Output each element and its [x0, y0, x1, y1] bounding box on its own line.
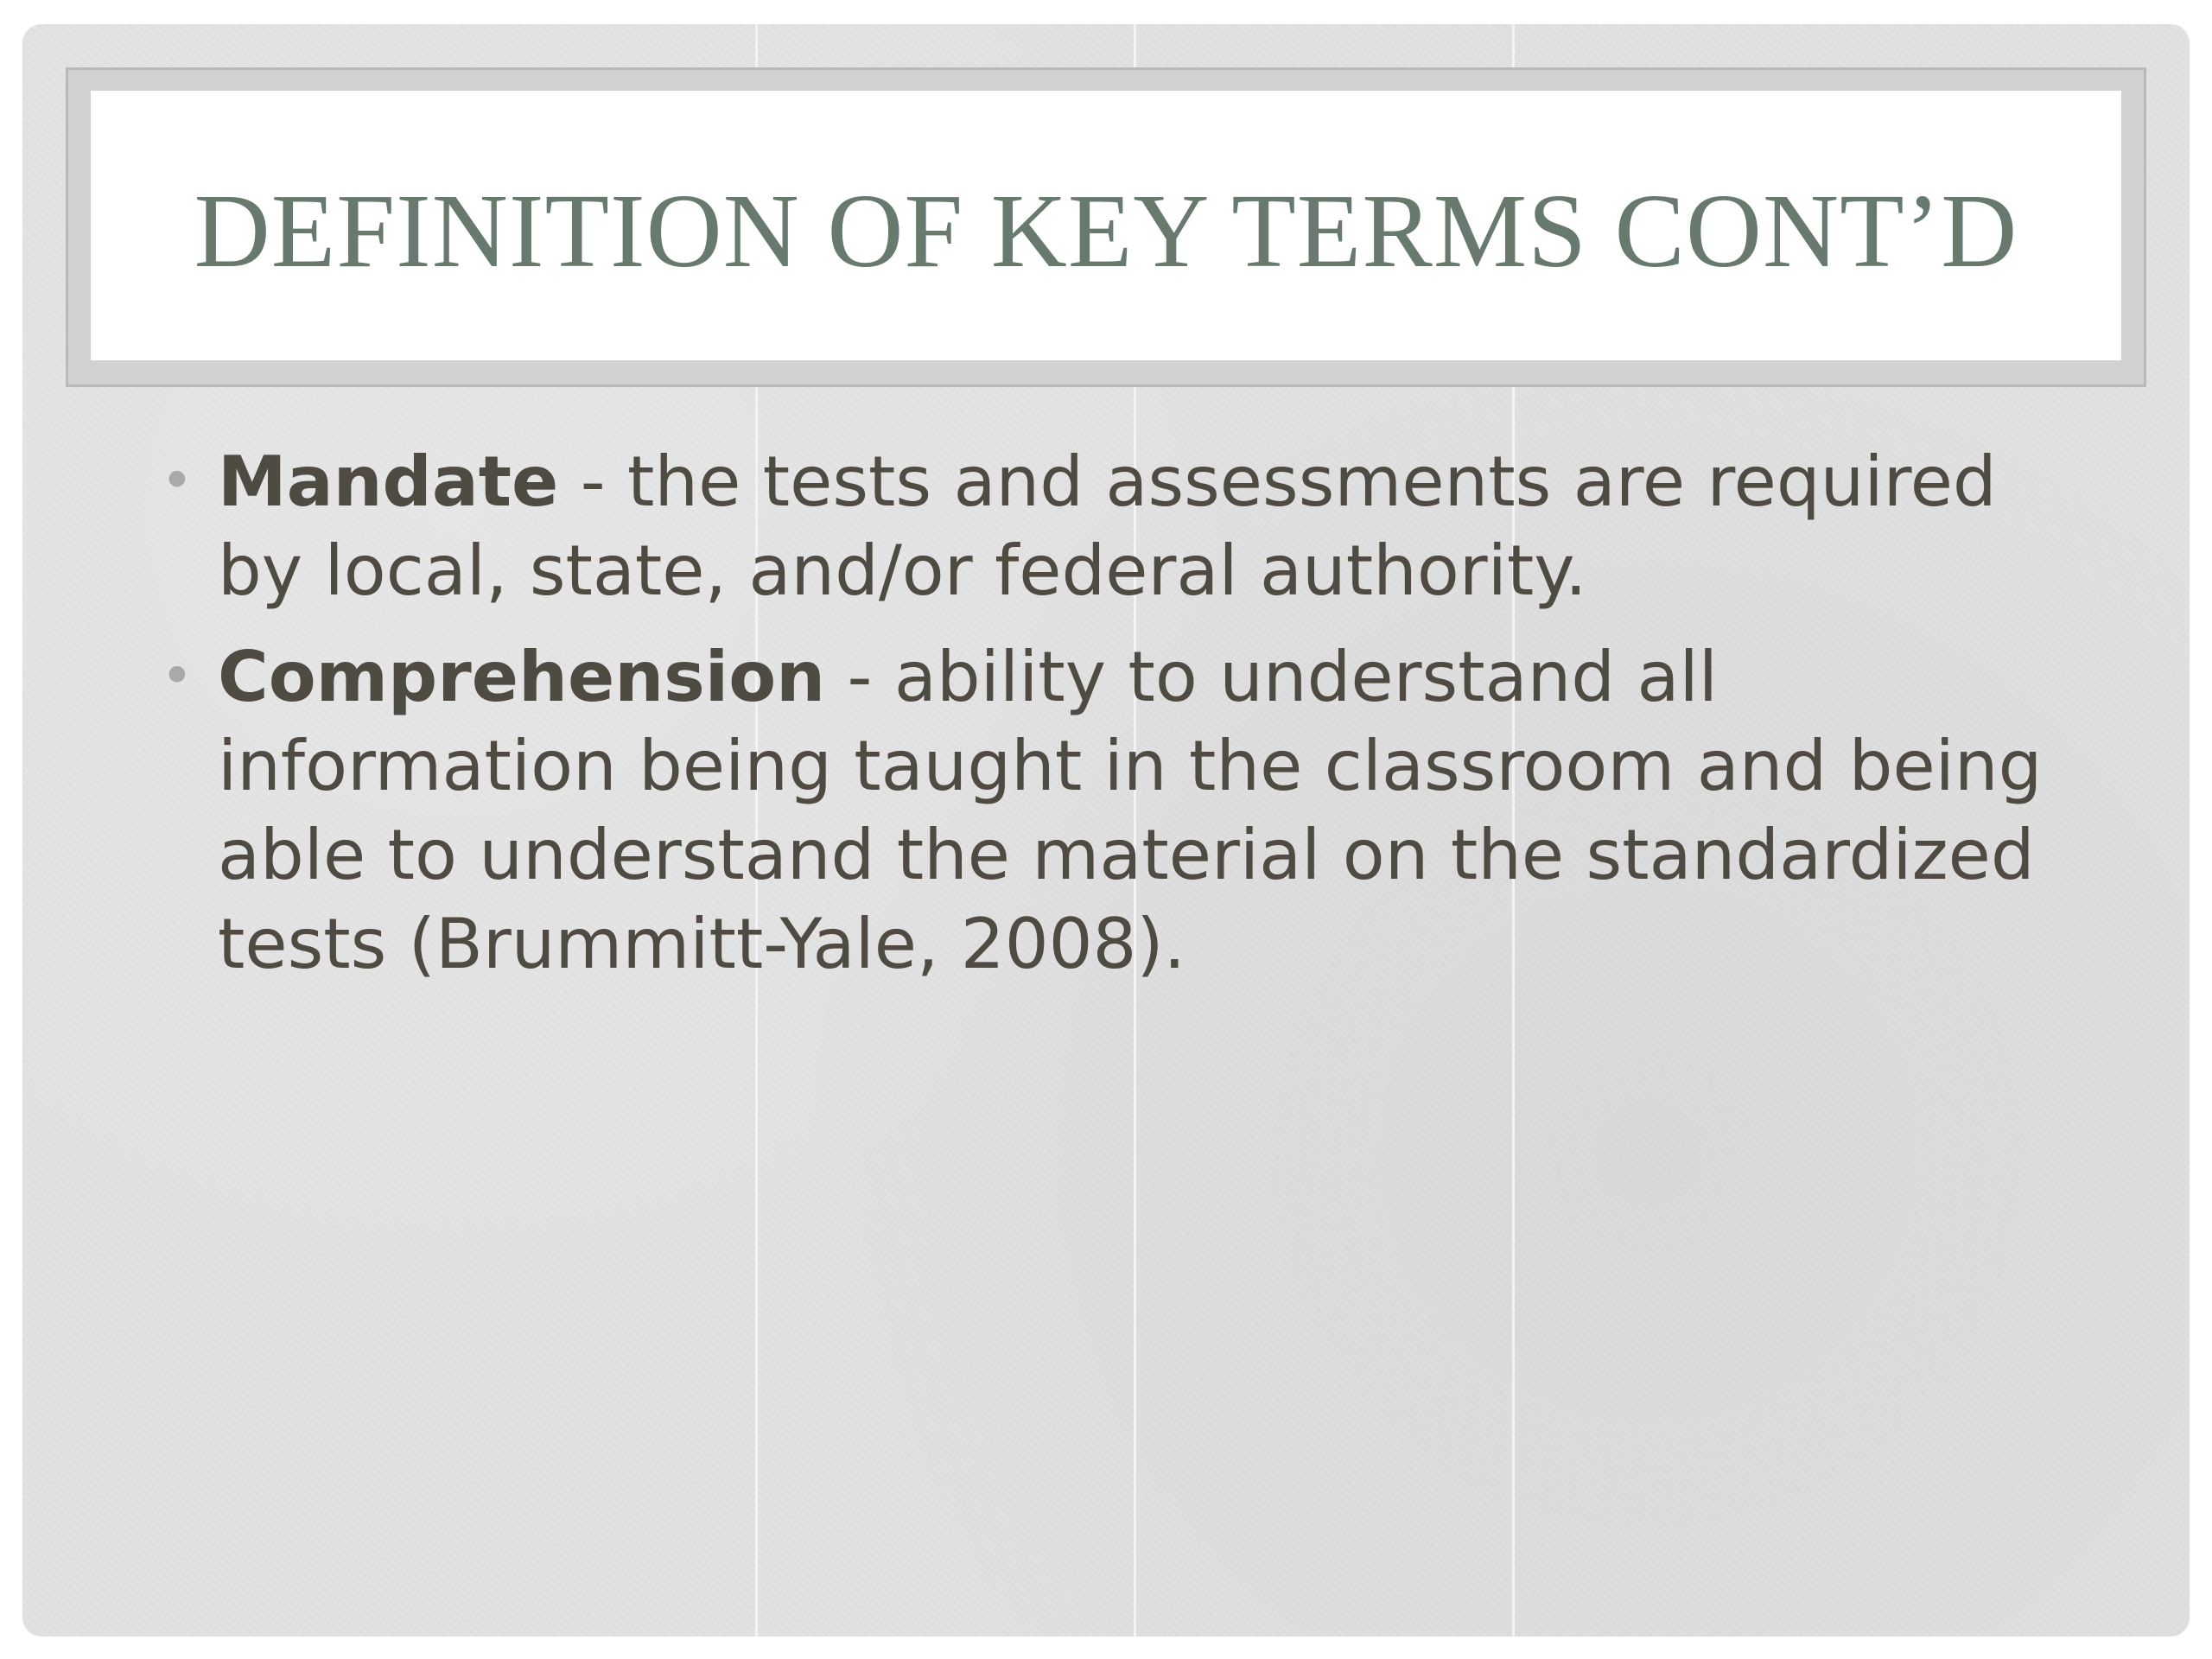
- bullet-dot-icon: •: [161, 645, 194, 709]
- definition-mandate: - the tests and assessments are required by local, state, and/or federal authority.: [218, 442, 1997, 611]
- bullet-item-mandate: [152, 437, 2088, 615]
- title-box: [91, 91, 2121, 360]
- slide-title: DEFINITION OF KEY TERMS CONT’D: [194, 173, 2018, 289]
- term-mandate: Mandate: [218, 442, 559, 522]
- title-frame: [66, 67, 2146, 387]
- term-comprehension: Comprehension: [218, 637, 826, 717]
- slide: [22, 24, 2190, 1637]
- bullet-list: [152, 437, 2088, 1006]
- bullet-dot-icon: •: [161, 449, 194, 513]
- definition-comprehension: - ability to understand all information being taught in the classroom and being able to understand the material on the standardized tests (Brummitt-Yale, 2008).: [218, 637, 2043, 984]
- bullet-item-comprehension: [152, 632, 2088, 988]
